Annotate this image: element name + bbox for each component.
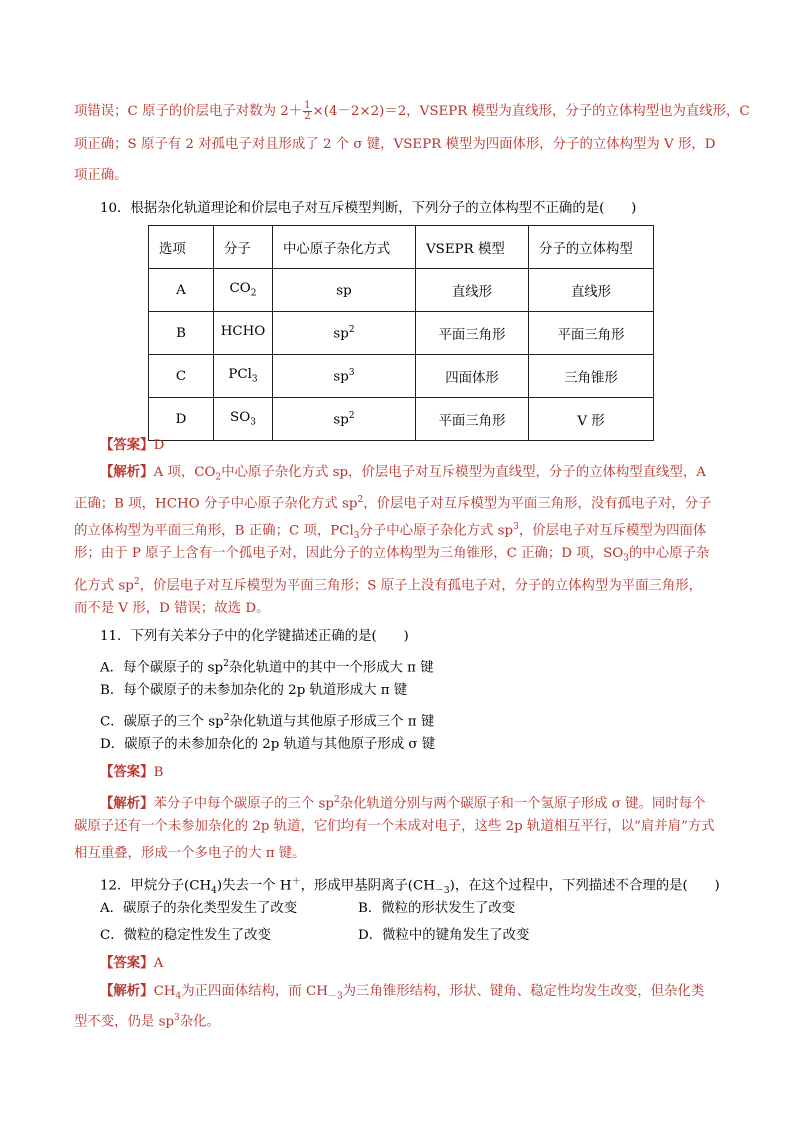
question-12-analysis-1: 【解析】$CH_4$为正四面体结构，而 $CH_{-3}$为三角锥形结构，形状、键角、稳定性均发生改变，但杂化类 (100, 983, 705, 1002)
header-molecule: 分子 (214, 226, 273, 269)
question-12-option-a: A．碳原子的杂化类型发生了改变 (100, 901, 298, 916)
question-10-analysis-2: 正确；B 项，HCHO 分子中心原子杂化方式 $sp^2$，价层电子对互斥模型为平面三角形，没有孤电子对，分子 (74, 495, 712, 512)
question-10-stem: 10．根据杂化轨道理论和价层电子对互斥模型判断，下列分子的立体构型不正确的是( ) (100, 201, 637, 216)
question-11-stem: 11．下列有关苯分子中的化学键描述正确的是( ) (100, 629, 409, 644)
question-12-analysis-2: 型不变，仍是 $sp^3$杂化。 (74, 1013, 220, 1030)
header-hybridization: 中心原子杂化方式 (273, 226, 416, 269)
question-10-table (148, 225, 654, 441)
question-11-analysis-1: 【解析】苯分子中每个碳原子的三个 $sp^2$杂化轨道分别与两个碳原子和一个氢原子形成 σ 键。同时每个 (100, 795, 706, 812)
question-12-option-c: C．微粒的稳定性发生了改变 (100, 928, 271, 943)
table-row: D $SO_3$ $sp^2$ 平面三角形 V 形 (149, 398, 654, 441)
question-10-analysis-5: 化方式 $sp^2$，价层电子对互斥模型为平面三角形；S 原子上没有孤电子对，分子的立体构型为平面三角形， (74, 577, 703, 594)
fraction-one-half: $\frac{1}{2}$ (304, 100, 311, 122)
header-option: 选项 (149, 226, 214, 269)
prev-explanation-line-1: 项错误；C 原子的价层电子对数为 2＋ $\frac{1}{2}$ ×(4－2×2)＝2，VSEPR 模型为直线形，分子的立体构型也为直线形，C (74, 100, 750, 122)
question-10-analysis-4: 形；由于 P 原子上含有一个孤电子对，因此分子的立体构型为三角锥形，C 正确；D 项，$SO_3$的中心原子杂 (74, 546, 710, 564)
question-12-stem: 12．甲烷分子$(CH_4)$失去一个 H＋，形成甲基阴离子$(CH_{-3})$，在这个过程中，下列描述不合理的是( ) (100, 877, 720, 897)
question-11-answer: 【答案】B (100, 764, 164, 780)
prev-explanation-line-3: 项正确。 (74, 168, 128, 183)
question-12-answer: 【答案】A (100, 955, 164, 971)
prev-explanation-line-2: 项正确；S 原子有 2 对孤电子对且形成了 2 个 σ 键，VSEPR 模型为四面体形，分子的立体构型为 V 形，D (74, 137, 716, 152)
question-12-option-d: D．微粒中的键角发生了改变 (358, 928, 530, 943)
table-row: B HCHO $sp^2$ 平面三角形 平面三角形 (149, 312, 654, 355)
question-11-analysis-2: 碳原子还有一个未参加杂化的 2p 轨道，它们均有一个未成对电子，这些 2p 轨道相互平行，以“肩并肩”方式 (74, 819, 715, 834)
question-11-option-c: C．碳原子的三个 $sp^2$杂化轨道与其他原子形成三个 π 键 (100, 713, 435, 730)
header-shape: 分子的立体构型 (529, 226, 654, 269)
question-10-analysis-1: 【解析】A 项，$CO_2$中心原子杂化方式 sp，价层电子对互斥模型为直线型，分子的立体构型直线型，A (100, 464, 706, 483)
table-row: C PCl$_3$ $sp^3$ 四面体形 三角锥形 (149, 355, 654, 398)
table-row: A $CO_2$ sp 直线形 直线形 (149, 269, 654, 312)
question-11-analysis-3: 相互重叠，形成一个多电子的大 π 键。 (74, 846, 306, 861)
question-11-option-d: D．碳原子的未参加杂化的 2p 轨道与其他原子形成 σ 键 (100, 737, 436, 752)
question-12-option-b: B．微粒的形状发生了改变 (358, 901, 516, 916)
question-10-answer: 【答案】D (100, 437, 165, 453)
question-11-option-b: B．每个碳原子的未参加杂化的 2p 轨道形成大 π 键 (100, 683, 408, 698)
question-10-analysis-3: 的立体构型为平面三角形，B 正确；C 项，PCl$_3$分子中心原子杂化方式 $sp^3$，价层电子对互斥模型为四面体 (74, 522, 707, 542)
question-10-analysis-6: 而不是 V 形，D 错误；故选 D。 (74, 601, 270, 616)
table-header-row (149, 226, 654, 269)
question-11-option-a: A．每个碳原子的 $sp^2$杂化轨道中的其中一个形成大 π 键 (100, 659, 434, 676)
header-vsepr: VSEPR 模型 (416, 226, 529, 269)
